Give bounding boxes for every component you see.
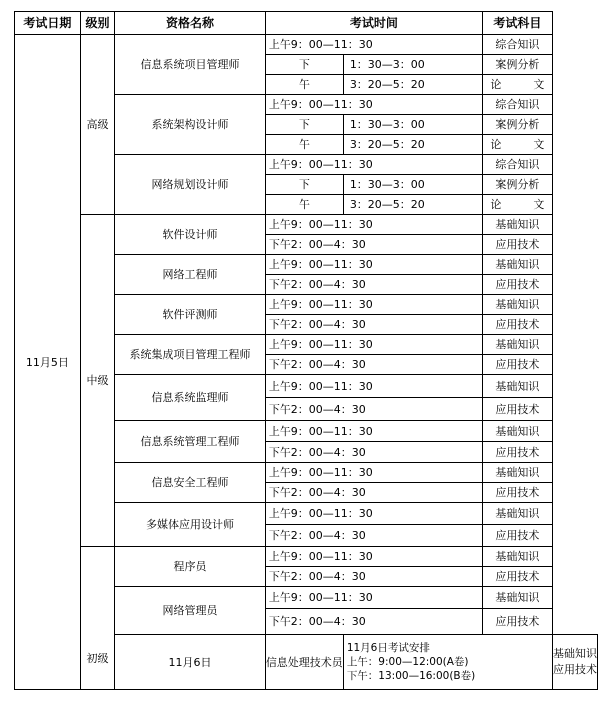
exam-subject: 应用技术 [482, 235, 552, 255]
exam-schedule-table [14, 11, 598, 690]
exam-time: 下午2：00—4：30 [265, 609, 482, 635]
exam-time: 上午9：00—11：30 [265, 35, 482, 55]
exam-subject: 应用技术 [482, 525, 552, 547]
exam-time: 下午2：00—4：30 [265, 355, 482, 375]
exam-time: 1：30—3：00 [343, 55, 482, 75]
header-date: 考试日期 [15, 12, 81, 35]
pm-label-top: 下 [265, 55, 343, 75]
exam-time: 上午9：00—11：30 [265, 547, 482, 567]
pm-label-bottom: 午 [265, 75, 343, 95]
exam-time-block [343, 635, 552, 690]
exam-subject: 基础知识 [482, 587, 552, 609]
exam-time: 上午9：00—11：30 [265, 503, 482, 525]
exam-time: 上午9：00—11：30 [265, 295, 482, 315]
pm-label-bottom: 午 [265, 135, 343, 155]
exam-date-cell: 11月5日 [15, 35, 81, 690]
exam-subject: 基础知识 [482, 375, 552, 398]
exam-subject: 基础知识 [482, 547, 552, 567]
exam-subject: 案例分析 [482, 115, 552, 135]
exam-time: 1：30—3：00 [343, 175, 482, 195]
exam-subject: 论 文 [482, 195, 552, 215]
table-row [15, 547, 598, 567]
qualification-name: 系统架构设计师 [115, 95, 266, 155]
qualification-name: 多媒体应用设计师 [115, 503, 266, 547]
exam-time-line: 11月6日考试安排 [346, 641, 430, 654]
exam-date-cell: 11月6日 [115, 635, 266, 690]
exam-subject-block [553, 635, 598, 690]
exam-subject: 应用技术 [482, 442, 552, 463]
header-row [15, 12, 598, 35]
header-subject: 考试科目 [482, 12, 552, 35]
table-row [15, 215, 598, 235]
qualification-name: 系统集成项目管理工程师 [115, 335, 266, 375]
exam-time: 上午9：00—11：30 [265, 587, 482, 609]
exam-subject: 应用技术 [482, 483, 552, 503]
exam-subject: 基础知识 [482, 421, 552, 442]
exam-time: 上午9：00—11：30 [265, 463, 482, 483]
exam-subject: 应用技术 [482, 355, 552, 375]
qualification-name: 软件评测师 [115, 295, 266, 335]
exam-subject: 应用技术 [482, 609, 552, 635]
exam-time: 下午2：00—4：30 [265, 525, 482, 547]
exam-subject: 综合知识 [482, 95, 552, 115]
pm-label-top: 下 [265, 175, 343, 195]
exam-time: 3：20—5：20 [343, 195, 482, 215]
exam-subject: 应用技术 [482, 567, 552, 587]
qualification-name: 信息系统管理工程师 [115, 421, 266, 463]
exam-subject: 论 文 [482, 75, 552, 95]
qualification-name: 程序员 [115, 547, 266, 587]
exam-time: 下午2：00—4：30 [265, 315, 482, 335]
qualification-name: 信息系统项目管理师 [115, 35, 266, 95]
exam-time: 上午9：00—11：30 [265, 155, 482, 175]
exam-subject: 应用技术 [482, 398, 552, 421]
exam-subject: 基础知识 [482, 295, 552, 315]
exam-time: 下午2：00—4：30 [265, 567, 482, 587]
header-level: 级别 [80, 12, 115, 35]
exam-subject: 应用技术 [482, 315, 552, 335]
exam-time: 上午9：00—11：30 [265, 421, 482, 442]
qualification-name: 信息处理技术员 [265, 635, 343, 690]
exam-time: 上午9：00—11：30 [265, 375, 482, 398]
level-cell: 中级 [80, 215, 115, 547]
pm-label-top: 下 [265, 115, 343, 135]
exam-subject: 应用技术 [482, 275, 552, 295]
level-cell: 初级 [80, 547, 115, 690]
header-time: 考试时间 [265, 12, 482, 35]
exam-time-line: 下午：13:00—16:00(B卷) [346, 670, 476, 683]
exam-time: 下午2：00—4：30 [265, 442, 482, 463]
exam-time: 3：20—5：20 [343, 75, 482, 95]
exam-subject: 综合知识 [482, 35, 552, 55]
exam-time: 上午9：00—11：30 [265, 335, 482, 355]
header-name: 资格名称 [115, 12, 266, 35]
exam-time: 下午2：00—4：30 [265, 483, 482, 503]
exam-subject: 应用技术 [553, 663, 597, 676]
level-cell: 高级 [80, 35, 115, 215]
exam-time: 3：20—5：20 [343, 135, 482, 155]
exam-time-line: 上午：9:00—12:00(A卷) [346, 655, 469, 668]
exam-time: 下午2：00—4：30 [265, 235, 482, 255]
exam-subject: 基础知识 [553, 647, 597, 661]
qualification-name: 软件设计师 [115, 215, 266, 255]
qualification-name: 网络规划设计师 [115, 155, 266, 215]
exam-subject: 基础知识 [482, 503, 552, 525]
exam-subject: 基础知识 [482, 215, 552, 235]
exam-subject: 案例分析 [482, 55, 552, 75]
exam-subject: 基础知识 [482, 335, 552, 355]
qualification-name: 网络工程师 [115, 255, 266, 295]
exam-schedule [14, 11, 598, 690]
exam-time: 上午9：00—11：30 [265, 255, 482, 275]
exam-subject: 论 文 [482, 135, 552, 155]
exam-time: 1：30—3：00 [343, 115, 482, 135]
exam-time: 上午9：00—11：30 [265, 215, 482, 235]
qualification-name: 网络管理员 [115, 587, 266, 635]
exam-time: 下午2：00—4：30 [265, 398, 482, 421]
exam-subject: 综合知识 [482, 155, 552, 175]
exam-subject: 基础知识 [482, 255, 552, 275]
exam-time: 下午2：00—4：30 [265, 275, 482, 295]
exam-subject: 案例分析 [482, 175, 552, 195]
exam-time: 上午9：00—11：30 [265, 95, 482, 115]
table-row [15, 35, 598, 55]
qualification-name: 信息系统监理师 [115, 375, 266, 421]
pm-label-bottom: 午 [265, 195, 343, 215]
exam-subject: 基础知识 [482, 463, 552, 483]
qualification-name: 信息安全工程师 [115, 463, 266, 503]
